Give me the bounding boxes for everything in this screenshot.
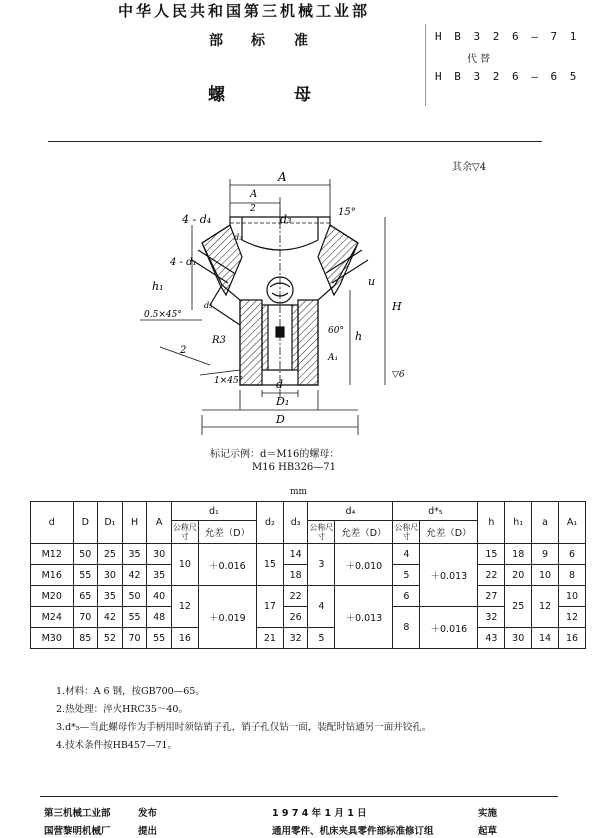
table-row: M12 50 25 35 30 10 ＋0.016 15 14 3 ＋0.010 4 ＋0.013 15 18 9 6 bbox=[31, 544, 586, 565]
dim-A: A bbox=[278, 170, 287, 184]
header-divider bbox=[425, 24, 426, 106]
hdr-d4-tol: 允差（D） bbox=[335, 521, 393, 544]
org-title: 中华人民共和国第三机械工业部 bbox=[118, 2, 371, 20]
hdr-A1: A₁ bbox=[558, 502, 585, 544]
hdr-d3: d₃ bbox=[283, 502, 308, 544]
unit-label: mm bbox=[290, 487, 308, 497]
dept-char-3: 准 bbox=[294, 33, 308, 49]
dim-R3: R3 bbox=[212, 335, 226, 346]
dept-char-1: 部 bbox=[209, 33, 223, 49]
nut-drawing bbox=[130, 165, 450, 440]
hdr-d1-nominal: 公称尺寸 bbox=[171, 521, 198, 544]
angle-60: 60° bbox=[328, 326, 344, 336]
footer-drafter: 通用零件、机床夹具零件部标准修订组 bbox=[272, 826, 434, 837]
replace-label: 代 替 bbox=[467, 54, 491, 65]
angle-15: 15° bbox=[338, 207, 356, 218]
marking-example-2: M16 HB326—71 bbox=[252, 462, 337, 473]
hdr-d2: d₂ bbox=[256, 502, 283, 544]
hdr-h1: h₁ bbox=[505, 502, 532, 544]
dim-H: H bbox=[392, 300, 402, 313]
footer-issue-label: 发布 bbox=[138, 808, 158, 819]
table-row: M24 70 42 55 48 26 8 ＋0.016 32 12 bbox=[31, 607, 586, 628]
hdr-d5: d*₅ bbox=[393, 502, 478, 521]
dim-A-half: A bbox=[250, 189, 258, 200]
table-row: M30 85 52 70 55 16 21 32 5 43 30 14 16 bbox=[31, 628, 586, 649]
dim-D: D bbox=[276, 413, 285, 426]
hdr-h: h bbox=[478, 502, 505, 544]
dept-char-2: 标 bbox=[251, 33, 265, 49]
hdr-A: A bbox=[147, 502, 172, 544]
remark-3: 3.d*₅—当此螺母作为手柄用时须钻销子孔，销子孔仅钻一面，装配时钻通另一面并铰孔。 bbox=[56, 722, 432, 733]
dim-h1: h₁ bbox=[152, 280, 164, 293]
surface-note: 其余▽4 bbox=[452, 162, 487, 173]
lead-2: 2 bbox=[180, 345, 187, 356]
hdr-H: H bbox=[122, 502, 147, 544]
footer-rule bbox=[40, 796, 558, 797]
marking-example-1: 标记示例：d＝M16的螺母： bbox=[210, 449, 340, 460]
dim-chamfer-2: 1×45° bbox=[214, 376, 244, 386]
dim-d: d bbox=[276, 378, 284, 391]
hdr-d5-tol: 允差（D） bbox=[420, 521, 478, 544]
dim-d1: 4 - d₁ bbox=[170, 257, 197, 268]
dim-d5: d₅ bbox=[204, 301, 213, 310]
hdr-d1: d₁ bbox=[171, 502, 256, 521]
dim-d3: d₃ bbox=[280, 213, 292, 226]
hdr-d1-tol: 允差（D） bbox=[198, 521, 256, 544]
footer-issuer: 第三机械工业部 bbox=[44, 808, 111, 819]
dim-4-d4: 4 - d₄ bbox=[182, 213, 212, 226]
dim-h: h bbox=[355, 330, 363, 343]
spec-table bbox=[30, 501, 586, 649]
dim-d2: d₂ bbox=[234, 233, 243, 242]
part-char-1: 螺 bbox=[208, 85, 225, 105]
part-char-2: 母 bbox=[294, 85, 311, 105]
dim-u: u bbox=[368, 275, 376, 288]
hdr-d: d bbox=[31, 502, 74, 544]
remark-4: 4.技术条件按HB457—71。 bbox=[56, 740, 178, 751]
dim-D1: D₁ bbox=[276, 395, 290, 408]
dim-A1: A₁ bbox=[328, 353, 339, 363]
footer-date: 1 9 7 4 年 1 月 1 日 bbox=[272, 808, 367, 819]
remark-1: 1.材料：A 6 钢，按GB700—65。 bbox=[56, 686, 205, 697]
std-number: H B 3 2 6 — 7 1 bbox=[435, 30, 580, 43]
dim-two: 2 bbox=[250, 204, 256, 214]
hdr-D: D bbox=[73, 502, 98, 544]
hdr-d4-nominal: 公称尺寸 bbox=[308, 521, 335, 544]
header-rule bbox=[48, 141, 542, 142]
hdr-D1: D₁ bbox=[98, 502, 123, 544]
hdr-a: a bbox=[532, 502, 559, 544]
table-row: M20 65 35 50 40 12 ＋0.019 17 22 4 ＋0.013 6 27 25 12 10 bbox=[31, 586, 586, 607]
footer-proposer: 国营黎明机械厂 bbox=[44, 826, 111, 837]
footer-effect-label: 实施 bbox=[478, 808, 498, 819]
dim-chamfer: 0.5×45° bbox=[144, 310, 182, 320]
table-row: M16 55 30 42 35 18 5 22 20 10 8 bbox=[31, 565, 586, 586]
old-std-number: H B 3 2 6 — 6 5 bbox=[435, 70, 580, 83]
footer-propose-label: 提出 bbox=[138, 826, 158, 837]
hdr-d4: d₄ bbox=[308, 502, 393, 521]
finish-mark: ▽6 bbox=[392, 370, 405, 380]
hdr-d5-nominal: 公称尺寸 bbox=[393, 521, 420, 544]
footer-draft-label: 起草 bbox=[478, 826, 498, 837]
remark-2: 2.热处理：淬火HRC35～40。 bbox=[56, 704, 188, 715]
